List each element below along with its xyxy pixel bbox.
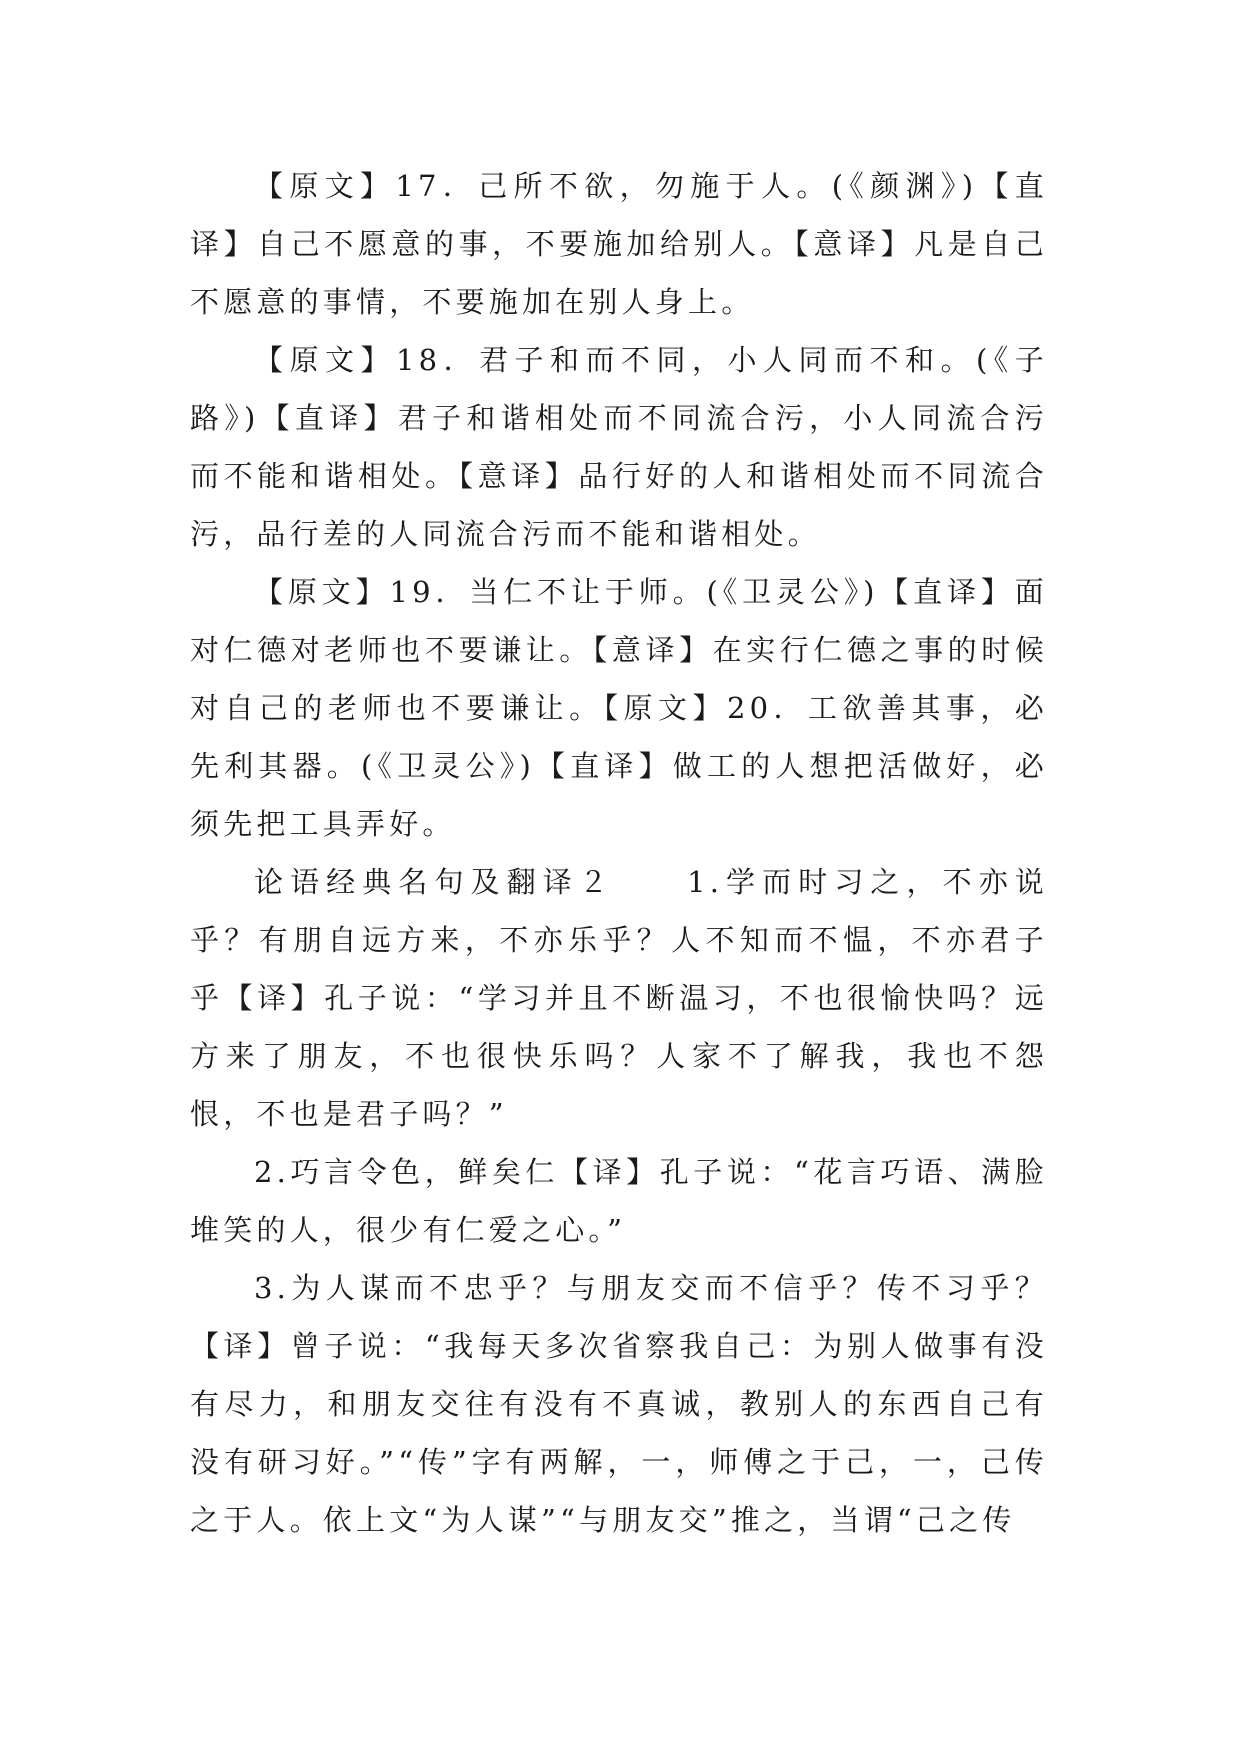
paragraph-item-3: 3.为人谋而不忠乎？与朋友交而不信乎？传不习乎？【译】曾子说：“我每天多次省察我自己：为别人做事有没有尽力，和朋友交往有没有不真诚，教别人的东西自己有没有研习好。”“传”字有两解，一，师傅之于己，一，己传之于人。依上文“为人谋”“与朋友交”推之，当谓“己之传 — [190, 1271, 1048, 1537]
paragraph-item-2: 2.巧言令色，鲜矣仁【译】孔子说：“花言巧语、满脸堆笑的人，很少有仁爱之心。” — [190, 1155, 1048, 1247]
paragraph-yuanwen-18: 【原文】18．君子和而不同，小人同而不和。(《子路》)【直译】君子和谐相处而不同流合污，小人同流合污而不能和谐相处。【意译】品行好的人和谐相处而不同流合污，品行差的人同流合污而不能和谐相处。 — [190, 343, 1048, 551]
paragraph-lunyu-section-2-item-1: 论语经典名句及翻译２ 1.学而时习之，不亦说乎？有朋自远方来，不亦乐乎？人不知而不愠，不亦君子乎【译】孔子说：“学习并且不断温习，不也很愉快吗？远方来了朋友，不也很快乐吗？人家不了解我，我也不怨恨，不也是君子吗？” — [190, 865, 1048, 1131]
paragraph-yuanwen-19-20: 【原文】19．当仁不让于师。(《卫灵公》)【直译】面对仁德对老师也不要谦让。【意译】在实行仁德之事的时候对自己的老师也不要谦让。【原文】20．工欲善其事，必先利其器。(《卫灵公》)【直译】做工的人想把活做好，必须先把工具弄好。 — [190, 575, 1048, 841]
paragraph-yuanwen-17: 【原文】17．己所不欲，勿施于人。(《颜渊》)【直译】自己不愿意的事，不要施加给别人。【意译】凡是自己不愿意的事情，不要施加在别人身上。 — [190, 169, 1048, 319]
document-body — [190, 157, 1048, 1549]
